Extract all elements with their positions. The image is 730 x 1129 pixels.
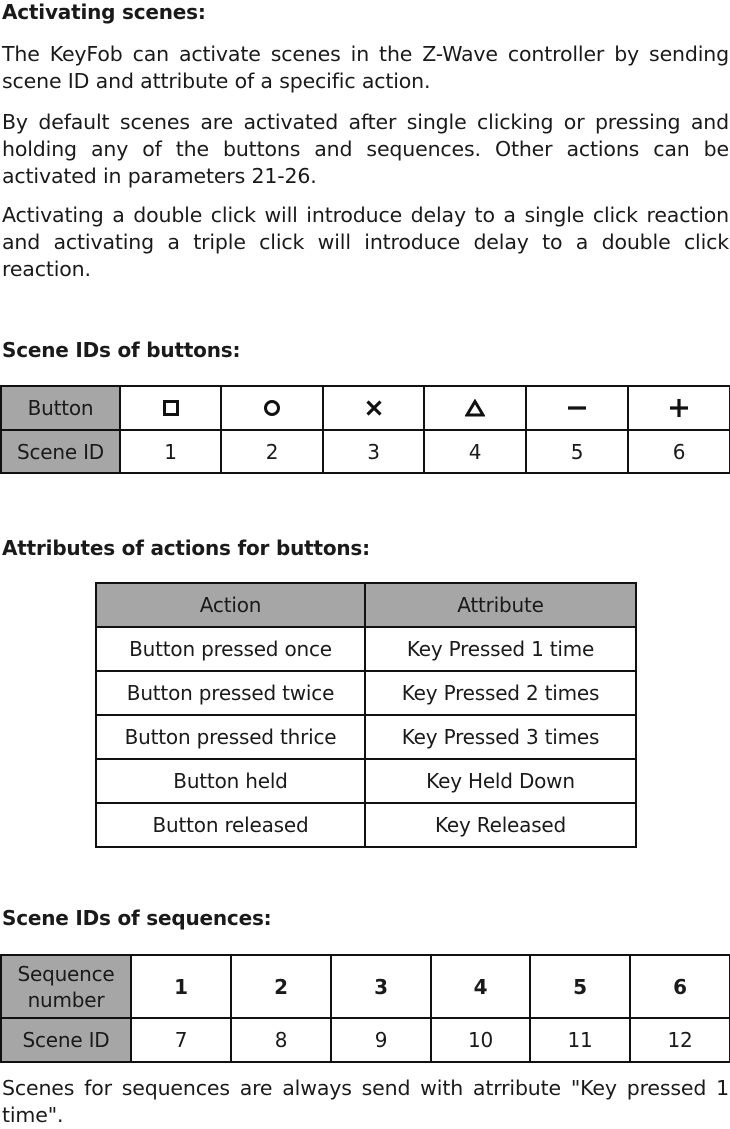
activating-paragraph-1: The KeyFob can activate scenes in the Z-Wave controller by sending scene ID and attribute of a specific action. [2,42,729,93]
buttons-scene-table [0,385,730,474]
activating-paragraph-3: Activating a double click will introduce delay to a single click reaction and activating a triple click will introduce delay to a double click reaction. [2,203,729,281]
scene-id-row [1,430,730,473]
table-row [96,715,636,759]
action-cell: Button released [96,803,365,847]
scene-id-cell: 11 [530,1018,630,1062]
table-row [96,627,636,671]
action-cell: Button held [96,759,365,803]
triangle-icon [465,399,485,417]
circle-icon [263,399,281,417]
attribute-cell: Key Pressed 1 time [365,627,636,671]
action-cell: Button pressed thrice [96,715,365,759]
cross-icon [365,399,383,417]
attribute-cell: Key Held Down [365,759,636,803]
sequence-number-cell: 2 [231,955,331,1018]
button-cell-minus [526,386,628,430]
scene-id-cell: 8 [231,1018,331,1062]
scene-id-cell: 6 [628,430,730,473]
scene-id-cell: 5 [526,430,628,473]
scene-id-row-label: Scene ID [1,430,120,473]
sequence-number-row [1,955,730,1018]
attribute-cell: Key Pressed 2 times [365,671,636,715]
sequence-number-cell: 6 [630,955,730,1018]
sequence-number-cell: 4 [431,955,530,1018]
sequence-number-cell: 3 [331,955,431,1018]
scene-id-cell: 4 [424,430,526,473]
attributes-table [95,582,637,848]
sequence-number-row-label [1,955,131,1018]
button-cell-square [120,386,221,430]
action-column-header: Action [96,583,365,627]
minus-icon [567,399,587,417]
activating-scenes-heading: Activating scenes: [2,0,206,24]
sequence-label-line-1: Sequence [17,961,115,986]
action-cell: Button pressed twice [96,671,365,715]
sequences-scene-table [0,954,730,1063]
scene-id-cell: 10 [431,1018,530,1062]
scene-id-cell: 12 [630,1018,730,1062]
attributes-header-row [96,583,636,627]
table-row [96,759,636,803]
sequences-footer-note: Scenes for sequences are always send with atrribute "Key pressed 1 time". [2,1076,729,1127]
button-cell-plus [628,386,730,430]
scene-ids-buttons-heading: Scene IDs of buttons: [2,338,241,362]
sequence-label-line-2: number [27,987,105,1012]
table-row [96,803,636,847]
sequence-scene-id-row [1,1018,730,1062]
scene-id-cell: 9 [331,1018,431,1062]
scene-ids-sequences-heading: Scene IDs of sequences: [2,906,272,930]
activating-paragraph-2: By default scenes are activated after single clicking or pressing and holding any of the buttons and sequences. Other actions can be activated in parameters 21-26. [2,110,729,188]
action-cell: Button pressed once [96,627,365,671]
table-row [96,671,636,715]
sequence-scene-id-row-label: Scene ID [1,1018,131,1062]
plus-icon [669,398,689,418]
sequence-number-cell: 1 [131,955,231,1018]
attributes-heading: Attributes of actions for buttons: [2,536,370,560]
scene-id-cell: 2 [221,430,323,473]
button-row [1,386,730,430]
attribute-column-header: Attribute [365,583,636,627]
button-row-label: Button [1,386,120,430]
attribute-cell: Key Pressed 3 times [365,715,636,759]
sequence-number-cell: 5 [530,955,630,1018]
scene-id-cell: 7 [131,1018,231,1062]
button-cell-triangle [424,386,526,430]
square-icon [162,399,180,417]
scene-id-cell: 3 [323,430,424,473]
button-cell-cross [323,386,424,430]
attribute-cell: Key Released [365,803,636,847]
scene-id-cell: 1 [120,430,221,473]
button-cell-circle [221,386,323,430]
